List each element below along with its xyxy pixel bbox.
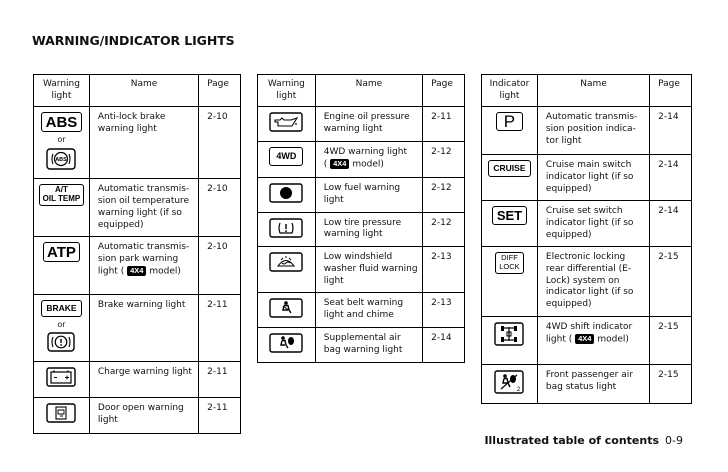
park-p-icon: P [496,112,523,131]
row-name: Cruise main switch indicator light (if so equipped) [537,155,649,201]
row-page: 2-13 [423,247,465,293]
or-label: or [57,319,66,329]
row-name: Seat belt warning light and chime [315,293,422,328]
row-page: 2-11 [199,398,241,434]
page-footer [484,434,683,447]
charge-light-cell [34,362,90,398]
washer-fluid-light-cell [258,247,316,293]
row-name: Engine oil pressure warning light [315,107,422,142]
row-page: 2-12 [423,212,465,247]
brake-circle-icon [47,332,75,352]
row-page: 2-14 [423,328,465,363]
airbag-subscript: 2 [517,387,521,394]
airbag-light-cell [258,328,316,363]
four-by-four-icon: 4X4 [127,266,146,276]
row-page: 2-15 [650,365,692,404]
row-name: Door open warning light [89,398,198,434]
drivetrain-icon [494,322,524,346]
header-light: Warning light [258,75,316,107]
washer-fluid-icon [269,252,303,272]
row-name: Automatic transmis-sion position indica-tor light [537,107,649,155]
row-page: 2-10 [199,179,241,237]
abs-icon: ABS [41,112,83,132]
row-page: 2-15 [650,247,692,317]
header-page: Page [423,75,465,107]
set-indicator-cell [482,201,538,247]
row-name: 4WD warning light ( 4X4 model) [315,142,422,178]
atp-light-cell [34,237,90,295]
row-name: Brake warning light [89,295,198,362]
four-by-four-icon: 4X4 [575,334,594,344]
tire-pressure-icon [269,218,303,238]
passenger-airbag-indicator-cell [482,365,538,404]
oil-pressure-light-cell [258,107,316,142]
airbag-icon [269,333,303,353]
row-name: Front passenger air bag status light [537,365,649,404]
abs-circle-icon [46,148,76,170]
door-open-icon [46,403,76,423]
header-page: Page [650,75,692,107]
or-label: or [57,135,66,145]
footer-page-number: 0-9 [665,434,683,447]
battery-icon [46,367,76,387]
row-name: Low windshield washer fluid warning light [315,247,422,293]
brake-light-cell [34,295,90,362]
header-name: Name [89,75,198,107]
page-title: WARNING/INDICATOR LIGHTS [32,33,235,48]
row-name: Automatic transmis-sion oil temperature warning light (if so equipped) [89,179,198,237]
abs-light-cell [34,107,90,179]
brake-icon: BRAKE [41,300,81,317]
row-name: Low tire pressure warning light [315,212,422,247]
fourwd-icon: 4WD [269,147,303,166]
row-page: 2-14 [650,107,692,155]
passenger-airbag-icon [494,370,524,394]
at-oil-temp-light-cell [34,179,90,237]
header-light: Indicator light [482,75,538,107]
row-page: 2-12 [423,178,465,213]
row-name: Low fuel warning light [315,178,422,213]
diff-lock-icon: DIFF LOCK [495,252,523,273]
at-oil-temp-icon: A/T OIL TEMP [39,184,85,205]
low-fuel-light-cell [258,178,316,213]
diff-lock-indicator-cell [482,247,538,317]
header-name: Name [315,75,422,107]
position-indicator-cell [482,107,538,155]
row-page: 2-15 [650,317,692,365]
row-page: 2-10 [199,107,241,179]
row-name: Anti-lock brake warning light [89,107,198,179]
row-page: 2-10 [199,237,241,295]
oil-can-icon [269,112,303,132]
fourwd-light-cell [258,142,316,178]
row-name: Cruise set switch indicator light (if so equipped) [537,201,649,247]
header-light: Warning light [34,75,90,107]
row-page: 2-13 [423,293,465,328]
row-page: 2-11 [199,295,241,362]
warning-lights-table-2 [257,74,465,363]
low-fuel-dot-icon [269,183,303,203]
seat-belt-light-cell [258,293,316,328]
row-page: 2-11 [423,107,465,142]
header-name: Name [537,75,649,107]
warning-lights-table-1 [33,74,241,434]
abs-circle-label: ABS [55,156,68,163]
four-by-four-icon: 4X4 [330,159,349,169]
tire-pressure-light-cell [258,212,316,247]
row-name: Automatic transmis-sion park warning light ( 4X4 model) [89,237,198,295]
indicator-lights-table [481,74,692,404]
row-name: Charge warning light [89,362,198,398]
row-page: 2-11 [199,362,241,398]
cruise-indicator-cell [482,155,538,201]
row-page: 2-14 [650,201,692,247]
cruise-icon: CRUISE [488,160,530,177]
header-page: Page [199,75,241,107]
door-open-light-cell [34,398,90,434]
fourwd-shift-indicator-cell [482,317,538,365]
row-page: 2-12 [423,142,465,178]
footer-section-title: Illustrated table of contents [484,434,660,447]
row-page: 2-14 [650,155,692,201]
seat-belt-icon [269,298,303,318]
atp-icon: ATP [43,242,80,262]
row-name: Supplemental air bag warning light [315,328,422,363]
row-name: 4WD shift indicator light ( 4X4 model) [537,317,649,365]
set-icon: SET [492,206,527,225]
row-name: Electronic locking rear differential (E-Lock) system on indicator light (if so equipped) [537,247,649,317]
